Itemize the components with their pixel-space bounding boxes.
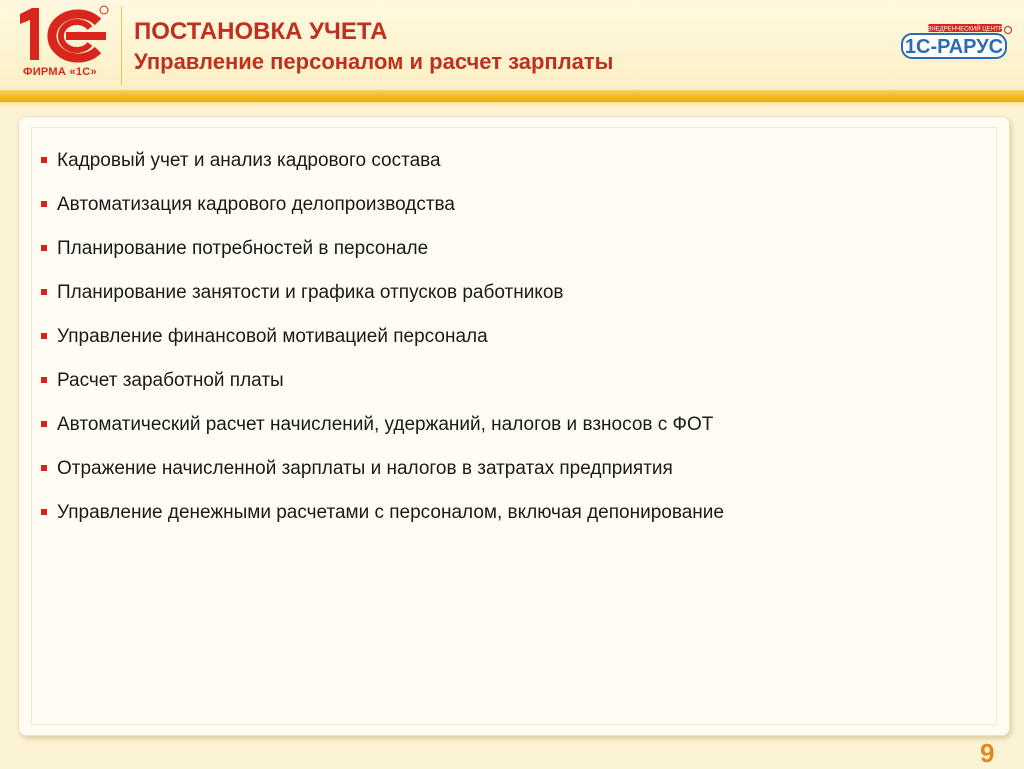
list-item xyxy=(40,370,724,414)
list-item-text: Управление денежными расчетами с персоналом, включая депонирование xyxy=(57,502,724,523)
bullet-square-icon xyxy=(41,289,47,295)
rarus-wordmark: 1С-РАРУС xyxy=(904,36,1004,58)
list-item xyxy=(40,194,724,238)
bullet-square-icon xyxy=(41,333,47,339)
list-item-text: Управление финансовой мотивацией персонала xyxy=(57,326,488,347)
bullet-square-icon xyxy=(41,377,47,383)
1c-rarus-logo xyxy=(898,22,1014,66)
slide-subtitle: Управление персоналом и расчет зарплаты xyxy=(134,49,614,74)
bullet-square-icon xyxy=(41,201,47,207)
list-item xyxy=(40,282,724,326)
page-number: 9 xyxy=(980,738,995,768)
list-item-text: Расчет заработной платы xyxy=(57,370,284,391)
header-stripe xyxy=(0,90,1024,102)
rarus-logo-mark xyxy=(898,22,1014,66)
firm-1c-logo xyxy=(6,4,114,86)
list-item xyxy=(40,326,724,370)
list-item-text: Планирование занятости и графика отпусков работников xyxy=(57,282,564,303)
header-stripe-shadow xyxy=(0,102,1024,108)
list-item xyxy=(40,458,724,502)
list-item xyxy=(40,502,724,546)
list-item-text: Отражение начисленной зарплаты и налогов в затратах предприятия xyxy=(57,458,673,479)
logo-caption: ФИРМА «1С» xyxy=(23,66,97,78)
rarus-tagline: ВНЕДРЕНЧЕСКИЙ ЦЕНТР xyxy=(927,26,1003,33)
bullet-square-icon xyxy=(41,421,47,427)
header-divider xyxy=(121,6,122,86)
list-item-text: Планирование потребностей в персонале xyxy=(57,238,429,259)
list-item-text: Автоматизация кадрового делопроизводства xyxy=(57,194,455,215)
bullet-square-icon xyxy=(41,465,47,471)
feature-list xyxy=(40,150,724,546)
bullet-square-icon xyxy=(41,509,47,515)
bullet-square-icon xyxy=(41,157,47,163)
list-item xyxy=(40,238,724,282)
list-item xyxy=(40,150,724,194)
logo-1c-mark xyxy=(6,4,114,66)
slide-title: ПОСТАНОВКА УЧЕТА xyxy=(134,18,388,45)
list-item xyxy=(40,414,724,458)
list-item-text: Кадровый учет и анализ кадрового состава xyxy=(57,150,441,171)
list-item-text: Автоматический расчет начислений, удержаний, налогов и взносов с ФОТ xyxy=(57,414,714,435)
bullet-square-icon xyxy=(41,245,47,251)
